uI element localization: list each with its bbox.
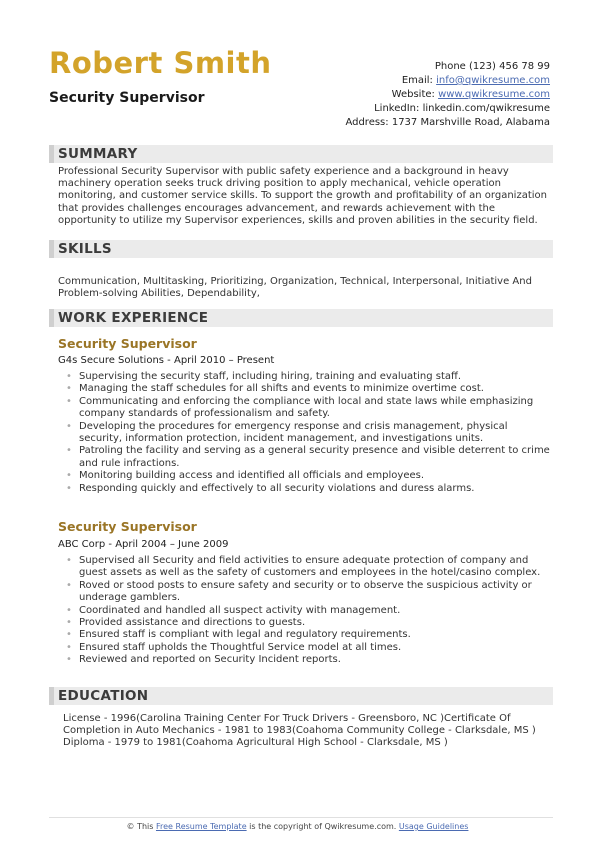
experience-section-header: [49, 309, 553, 327]
contact-phone-row: [345, 60, 550, 74]
footer-middle: is the copyright of Qwikresume.com.: [249, 822, 397, 831]
footer-prefix: © This: [126, 822, 154, 831]
address-label: Address:: [345, 117, 389, 128]
phone-value: (123) 456 78 99: [469, 61, 550, 72]
section-stripe: [49, 309, 54, 327]
job-2-title: Security Supervisor: [58, 519, 197, 534]
contact-address-row: [345, 116, 550, 130]
list-item: • Monitoring building access and identified all officials and employees.: [66, 470, 552, 482]
job-2-meta: ABC Corp - April 2004 – June 2009: [58, 539, 229, 550]
job-1-bullets: [66, 371, 552, 495]
contact-email-row: [345, 74, 550, 88]
usage-guidelines-link[interactable]: Usage Guidelines: [398, 822, 469, 831]
section-stripe: [49, 687, 54, 705]
list-item: • Developing the procedures for emergency response and crisis management, physical security, information protection, incident management, and investigations units.: [66, 421, 552, 446]
job-1-title: Security Supervisor: [58, 336, 197, 351]
skills-heading: SKILLS: [58, 241, 112, 257]
address-value: 1737 Marshville Road, Alabama: [391, 117, 550, 128]
section-stripe: [49, 240, 54, 258]
summary-text: Professional Security Supervisor with public safety experience and a background in heavy machinery operation seeks truck driving position to apply mechanical, vehicle operation monitoring, and customer service skills. To support the growth and profitability of an organization that provides challenges encourages advancement, and rewards achievement with the opportunity to utilize my Supervisor experiences, skills and proven abilities in the security field.: [58, 166, 547, 226]
education-text: License - 1996(Carolina Training Center For Truck Drivers - Greensboro, NC )Certificate Of Completion in Auto Mechanics - 1981 to 1983(Coahoma Community College - Clarksdale, MS ) Diploma - 1979 to 1981(Coahoma Agricultural High School - Clarksdale, MS ): [63, 713, 536, 749]
candidate-name: Robert Smith: [49, 46, 272, 80]
experience-heading: WORK EXPERIENCE: [58, 310, 209, 326]
summary-heading: SUMMARY: [58, 146, 138, 162]
candidate-title: Security Supervisor: [49, 90, 205, 106]
list-item: • Ensured staff upholds the Thoughtful Service model at all times.: [66, 642, 552, 654]
linkedin-label: LinkedIn:: [374, 103, 420, 114]
education-section-header: [49, 687, 553, 705]
contact-website-row: [345, 88, 550, 102]
footer: [0, 822, 595, 831]
list-item: • Managing the staff schedules for all shifts and events to minimize overtime cost.: [66, 383, 552, 395]
skills-text: Communication, Multitasking, Prioritizing, Organization, Technical, Interpersonal, Initiative And Problem-solving Abilities, Dependability,: [58, 276, 532, 300]
section-stripe: [49, 145, 54, 163]
list-item: • Reviewed and reported on Security Incident reports.: [66, 654, 552, 666]
list-item: • Ensured staff is compliant with legal and regulatory requirements.: [66, 629, 552, 641]
list-item: • Coordinated and handled all suspect activity with management.: [66, 605, 552, 617]
job-1-meta: G4s Secure Solutions - April 2010 – Present: [58, 355, 275, 366]
skills-section-header: [49, 240, 553, 258]
summary-section-header: [49, 145, 553, 163]
footer-divider: [49, 817, 553, 818]
phone-label: Phone: [434, 61, 466, 72]
education-heading: EDUCATION: [58, 688, 149, 704]
email-label: Email:: [401, 75, 433, 86]
free-resume-template-link[interactable]: Free Resume Template: [155, 822, 247, 831]
list-item: • Responding quickly and effectively to all security violations and duress alarms.: [66, 483, 552, 495]
contact-linkedin-row: [345, 102, 550, 116]
list-item: • Roved or stood posts to ensure safety and security or to observe the suspicious activity or underage gamblers.: [66, 580, 552, 605]
email-link[interactable]: info@qwikresume.com: [436, 75, 550, 86]
linkedin-value: linkedin.com/qwikresume: [422, 103, 550, 114]
list-item: • Supervised all Security and field activities to ensure adequate protection of company and guest assets as well as the safety of customers and employees in the hotel/casino complex.: [66, 555, 552, 580]
list-item: • Supervising the security staff, including hiring, training and evaluating staff.: [66, 371, 552, 383]
website-link[interactable]: www.qwikresume.com: [438, 89, 550, 100]
list-item: • Communicating and enforcing the compliance with local and state laws while emphasizing company standards of professionalism and safety.: [66, 396, 552, 421]
contact-block: [345, 60, 550, 130]
job-2-bullets: [66, 555, 552, 667]
list-item: • Patroling the facility and serving as a general security presence and visible deterrent to crime and rule infractions.: [66, 445, 552, 470]
list-item: • Provided assistance and directions to guests.: [66, 617, 552, 629]
website-label: Website:: [391, 89, 435, 100]
